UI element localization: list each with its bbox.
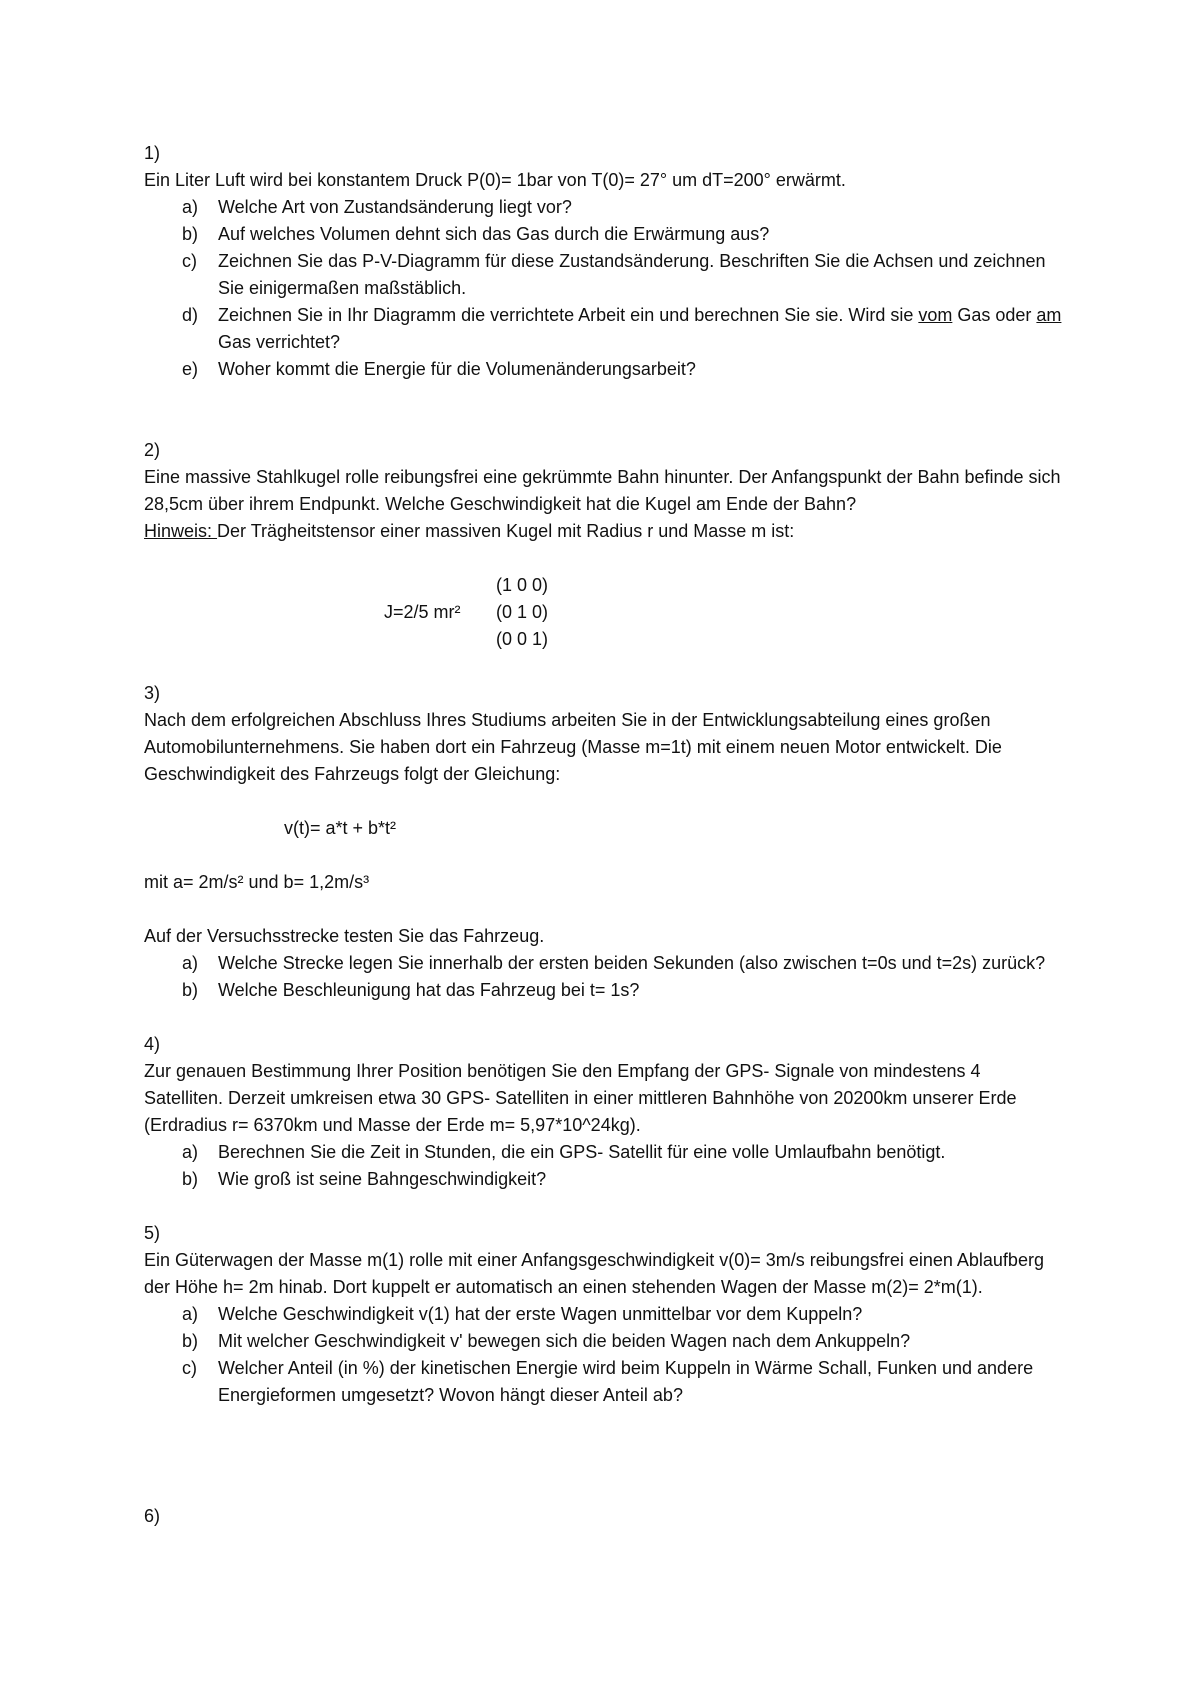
subtask-label: a)	[182, 1142, 199, 1162]
subtask-label: a)	[182, 1304, 199, 1324]
subtask	[144, 1355, 1064, 1409]
matrix-row: (0 1 0)	[496, 602, 549, 622]
exercise-2	[144, 437, 1064, 653]
subtask-text: Woher kommt die Energie für die Volumenänderungsarbeit?	[218, 359, 696, 379]
subtask-text: Mit welcher Geschwindigkeit v' bewegen sich die beiden Wagen nach dem Ankuppeln?	[218, 1331, 911, 1351]
subtask-label: c)	[182, 251, 197, 271]
exercise-1	[144, 140, 1064, 383]
subtask-label: e)	[182, 359, 199, 379]
subtask-label: a)	[182, 197, 199, 217]
exercise-number: 4)	[144, 1034, 161, 1054]
subtask-text: Welche Strecke legen Sie innerhalb der ersten beiden Sekunden (also zwischen t=0s und t=2s) zurück?	[218, 953, 1046, 973]
subtask-label: c)	[182, 1358, 197, 1378]
subtask-label: d)	[182, 305, 199, 325]
subtask-text: Welche Beschleunigung hat das Fahrzeug bei t= 1s?	[218, 980, 640, 1000]
subtask	[144, 950, 1064, 977]
exercise-intro: Ein Liter Luft wird bei konstantem Druck P(0)= 1bar von T(0)= 27° um dT=200° erwärmt.	[144, 170, 846, 190]
spacer	[144, 1193, 1064, 1220]
subtask	[144, 248, 1064, 302]
exercise-5	[144, 1220, 1064, 1409]
subtask-text: Zeichnen Sie das P-V-Diagramm für diese Zustandsänderung. Beschriften Sie die Achsen und zeichnen Sie einigermaßen maßstäblich.	[218, 251, 1046, 298]
subtask-text: Berechnen Sie die Zeit in Stunden, die ein GPS- Satellit für eine volle Umlaufbahn benötigt.	[218, 1142, 946, 1162]
exercise-number: 6)	[144, 1506, 161, 1526]
subtask-label: b)	[182, 1331, 199, 1351]
subtask-list	[144, 950, 1064, 1004]
subtask-text: Zeichnen Sie in Ihr Diagramm die verrichtete Arbeit ein und berechnen Sie sie. Wird sie	[218, 305, 919, 325]
spacer	[144, 653, 1064, 680]
velocity-equation: v(t)= a*t + b*t²	[284, 818, 397, 838]
spacer	[144, 383, 1064, 437]
subtask	[144, 1139, 1064, 1166]
exercise-intro: Ein Güterwagen der Masse m(1) rolle mit einer Anfangsgeschwindigkeit v(0)= 3m/s reibungsfrei einen Ablaufberg der Höhe h= 2m hinab. Dort kuppelt er automatisch an einen stehenden Wagen der Masse m(2)= 2*m(1).	[144, 1250, 1044, 1297]
matrix-row: (1 0 0)	[496, 575, 549, 595]
hint-text: Der Trägheitstensor einer massiven Kugel mit Radius r und Masse m ist:	[217, 521, 795, 541]
exercise-number: 5)	[144, 1223, 161, 1243]
subtask	[144, 1301, 1064, 1328]
subtask-text: Welche Geschwindigkeit v(1) hat der erste Wagen unmittelbar vor dem Kuppeln?	[218, 1304, 863, 1324]
equation-parameters: mit a= 2m/s² und b= 1,2m/s³	[144, 872, 370, 892]
exercise-number: 2)	[144, 440, 161, 460]
subtask-text: Gas verrichtet?	[218, 332, 341, 352]
exercise-4	[144, 1031, 1064, 1193]
subtask-label: b)	[182, 1169, 199, 1189]
subtask-text: Gas oder	[952, 305, 1037, 325]
underlined-word: am	[1036, 305, 1062, 325]
subtask	[144, 1166, 1064, 1193]
exercise-number: 3)	[144, 683, 161, 703]
subtask-text: Auf welches Volumen dehnt sich das Gas durch die Erwärmung aus?	[218, 224, 770, 244]
spacer	[144, 545, 1064, 572]
subtask-list	[144, 194, 1064, 383]
hint-label: Hinweis:	[144, 521, 218, 541]
spacer	[144, 1004, 1064, 1031]
spacer	[144, 788, 1064, 815]
subtask-label: b)	[182, 980, 199, 1000]
exercise-intro: Zur genauen Bestimmung Ihrer Position benötigen Sie den Empfang der GPS- Signale von mindestens 4 Satelliten. Derzeit umkreisen etwa 30 GPS- Satelliten in einer mittleren Bahnhöhe von 20200km unserer Erde (Erdradius r= 6370km und Masse der Erde m= 5,97*10^24kg).	[144, 1061, 1017, 1135]
exercise-6	[144, 1503, 1064, 1530]
inertia-tensor-matrix	[264, 572, 1064, 653]
spacer	[144, 896, 1064, 923]
subtask-list	[144, 1139, 1064, 1193]
subtask-text: Wie groß ist seine Bahngeschwindigkeit?	[218, 1169, 547, 1189]
subtask	[144, 977, 1064, 1004]
subtask	[144, 1328, 1064, 1355]
subtask	[144, 221, 1064, 248]
matrix-row: (0 0 1)	[496, 629, 549, 649]
spacer	[144, 1409, 1064, 1503]
hint	[144, 518, 1064, 545]
exercise-3	[144, 680, 1064, 1004]
subtask	[144, 302, 1064, 356]
subtask-list	[144, 1301, 1064, 1409]
exercise-lead: Auf der Versuchsstrecke testen Sie das Fahrzeug.	[144, 926, 545, 946]
subtask	[144, 194, 1064, 221]
subtask-label: a)	[182, 953, 199, 973]
exercise-number: 1)	[144, 143, 161, 163]
exercise-intro: Nach dem erfolgreichen Abschluss Ihres Studiums arbeiten Sie in der Entwicklungsabteilung eines großen Automobilunternehmens. Sie haben dort ein Fahrzeug (Masse m=1t) mit einem neuen Motor entwickelt. Die Geschwindigkeit des Fahrzeugs folgt der Gleichung:	[144, 710, 1002, 784]
subtask-text: Welcher Anteil (in %) der kinetischen Energie wird beim Kuppeln in Wärme Schall, Funken und andere Energieformen umgesetzt? Wovon hängt dieser Anteil ab?	[218, 1358, 1034, 1405]
matrix-lhs: J=2/5 mr²	[384, 602, 461, 622]
subtask-text: Welche Art von Zustandsänderung liegt vor?	[218, 197, 572, 217]
document-body	[144, 140, 1064, 1530]
spacer	[144, 842, 1064, 869]
subtask-label: b)	[182, 224, 199, 244]
underlined-word: vom	[918, 305, 953, 325]
subtask	[144, 356, 1064, 383]
exercise-intro: Eine massive Stahlkugel rolle reibungsfrei eine gekrümmte Bahn hinunter. Der Anfangspunkt der Bahn befinde sich 28,5cm über ihrem Endpunkt. Welche Geschwindigkeit hat die Kugel am Ende der Bahn?	[144, 467, 1061, 514]
